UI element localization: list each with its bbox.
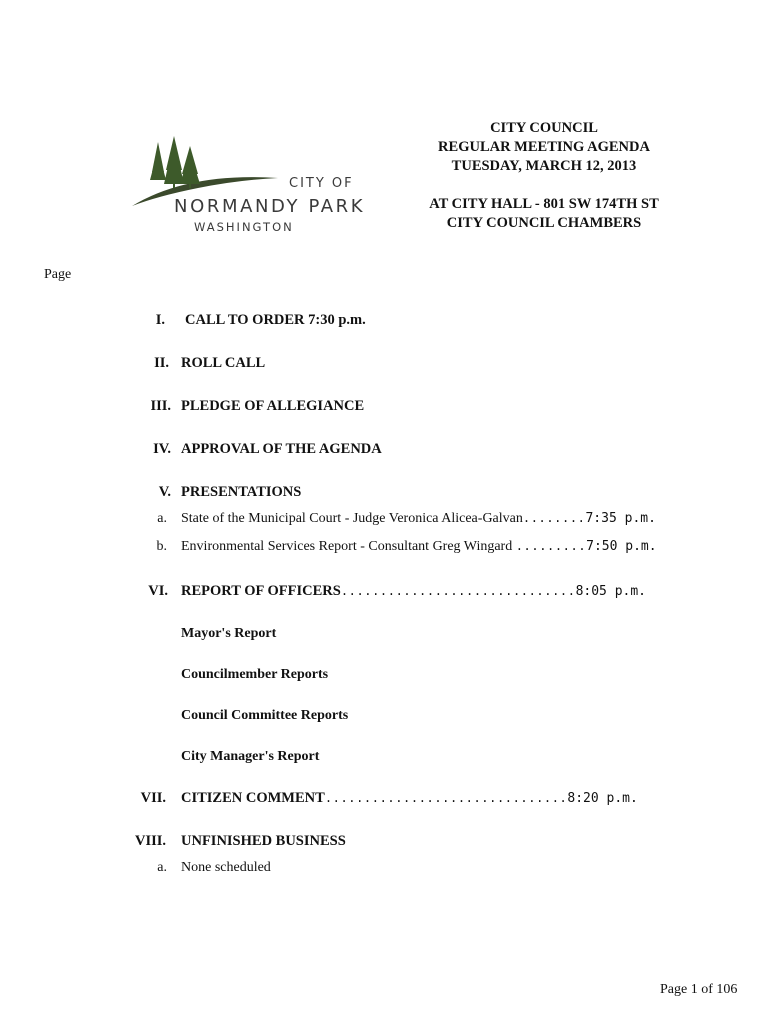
item-number: I. (155, 312, 165, 328)
city-logo (128, 132, 388, 242)
leader-dots: .............................. (340, 584, 576, 598)
item-number: III. (150, 398, 171, 414)
page-column-label: Page (44, 267, 72, 282)
subitem-time: 7:35 p.m. (585, 511, 656, 526)
item-number: VI. (148, 583, 168, 599)
header-line-4: AT CITY HALL - 801 SW 174TH ST (429, 196, 659, 212)
item-title: CALL TO ORDER 7:30 p.m. (185, 312, 366, 328)
item-title: PLEDGE OF ALLEGIANCE (181, 398, 365, 414)
item-title: UNFINISHED BUSINESS (181, 833, 346, 849)
subitem-letter: a. (157, 860, 167, 875)
leader-dots: ........ (522, 511, 586, 525)
item-time: 8:05 p.m. (575, 584, 647, 599)
report-item: City Manager's Report (181, 749, 320, 764)
header-line-2: REGULAR MEETING AGENDA (438, 139, 650, 155)
logo-city-name: NORMANDY PARK (174, 196, 366, 217)
leader-dots: ......... (515, 539, 587, 553)
subitem-text: None scheduled (181, 860, 271, 875)
report-item: Councilmember Reports (181, 667, 329, 682)
page-number: Page 1 of 106 (660, 982, 738, 997)
item-title: APPROVAL OF THE AGENDA (181, 441, 382, 457)
logo-city-of: CITY OF (289, 176, 354, 191)
subitem-text (181, 539, 657, 555)
header-line-5: CITY COUNCIL CHAMBERS (446, 215, 642, 231)
item-title: ROLL CALL (181, 355, 266, 371)
subitem-time: 7:50 p.m. (586, 539, 657, 554)
item-number: VIII. (134, 833, 166, 849)
item-title-text: REPORT OF OFFICERS (181, 583, 341, 599)
agenda-header (400, 119, 688, 233)
item-title (181, 583, 646, 600)
subitem-label: State of the Municipal Court - Judge Veronica Alicea-Galvan (181, 511, 523, 526)
item-title (181, 790, 638, 807)
item-number: IV. (153, 441, 171, 457)
subitem-label: Environmental Services Report - Consultant Greg Wingard (181, 539, 513, 554)
subitem-letter: a. (157, 511, 167, 526)
item-number: VII. (140, 790, 166, 806)
leader-dots: ............................... (324, 791, 568, 805)
logo-state: WASHINGTON (194, 220, 294, 234)
item-number: V. (158, 484, 171, 500)
header-line-1: CITY COUNCIL (490, 120, 598, 136)
subitem-text (181, 511, 656, 527)
report-item: Mayor's Report (181, 626, 277, 641)
subitem-letter: b. (156, 539, 167, 554)
item-title: PRESENTATIONS (181, 484, 302, 500)
item-time: 8:20 p.m. (567, 791, 638, 806)
header-line-3: TUESDAY, MARCH 12, 2013 (451, 158, 637, 174)
item-title-text: CITIZEN COMMENT (181, 790, 325, 806)
report-item: Council Committee Reports (181, 708, 349, 723)
item-number: II. (154, 355, 169, 371)
